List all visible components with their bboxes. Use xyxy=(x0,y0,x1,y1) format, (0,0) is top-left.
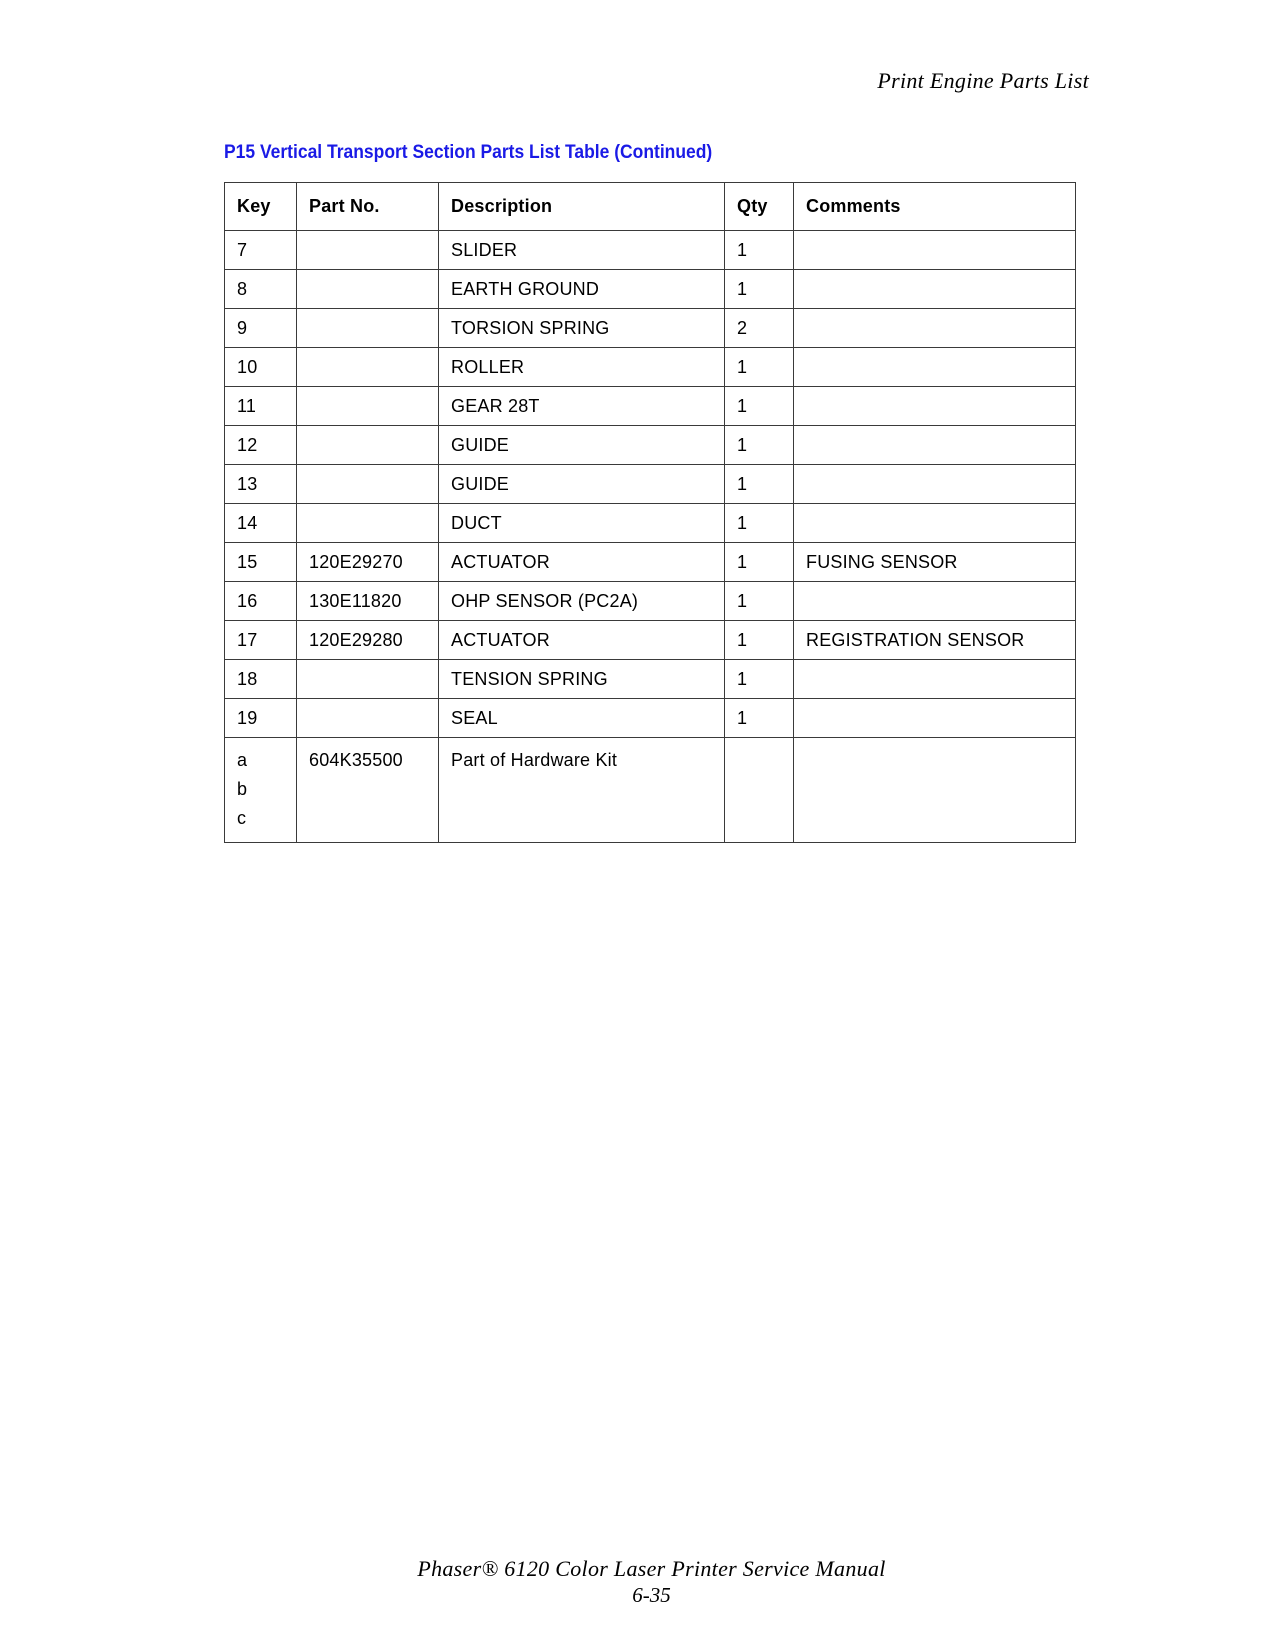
cell-part-no: 120E29270 xyxy=(297,543,439,582)
cell-description: ACTUATOR xyxy=(439,621,725,660)
page-number: 6-35 xyxy=(632,1583,671,1607)
cell-key: 19 xyxy=(225,699,297,738)
cell-qty xyxy=(725,738,794,843)
cell-description: EARTH GROUND xyxy=(439,270,725,309)
running-header: Print Engine Parts List xyxy=(877,68,1089,93)
column-header-key: Key xyxy=(225,183,297,231)
table-row xyxy=(225,387,1076,426)
cell-qty: 1 xyxy=(725,699,794,738)
table-row xyxy=(225,270,1076,309)
cell-key: 8 xyxy=(225,270,297,309)
cell-qty: 1 xyxy=(725,660,794,699)
column-header-description: Description xyxy=(439,183,725,231)
table-row xyxy=(225,621,1076,660)
cell-comments xyxy=(794,504,1076,543)
cell-description: GUIDE xyxy=(439,426,725,465)
cell-comments xyxy=(794,738,1076,843)
cell-description: GUIDE xyxy=(439,465,725,504)
table-row xyxy=(225,660,1076,699)
cell-description: SEAL xyxy=(439,699,725,738)
column-header-comments: Comments xyxy=(794,183,1076,231)
table-header-row xyxy=(225,183,1076,231)
cell-part-no xyxy=(297,309,439,348)
cell-description: DUCT xyxy=(439,504,725,543)
cell-key: b xyxy=(237,779,248,799)
cell-description: TENSION SPRING xyxy=(439,660,725,699)
cell-comments xyxy=(794,426,1076,465)
footer-manual-title: Phaser® 6120 Color Laser Printer Service Manual xyxy=(417,1556,886,1581)
table-row-hardware-kit xyxy=(225,738,1076,843)
cell-description: SLIDER xyxy=(439,231,725,270)
cell-comments xyxy=(794,270,1076,309)
cell-part-no xyxy=(297,426,439,465)
column-header-qty: Qty xyxy=(725,183,794,231)
cell-part-no xyxy=(297,231,439,270)
cell-key: 14 xyxy=(225,504,297,543)
cell-key-group xyxy=(225,738,297,843)
cell-comments xyxy=(794,660,1076,699)
cell-qty: 1 xyxy=(725,387,794,426)
cell-comments xyxy=(794,582,1076,621)
cell-comments xyxy=(794,309,1076,348)
cell-description: ACTUATOR xyxy=(439,543,725,582)
table-row xyxy=(225,504,1076,543)
cell-qty: 1 xyxy=(725,621,794,660)
cell-key: 10 xyxy=(225,348,297,387)
table-row xyxy=(225,582,1076,621)
cell-comments xyxy=(794,348,1076,387)
cell-comments: FUSING SENSOR xyxy=(794,543,1076,582)
cell-qty: 1 xyxy=(725,582,794,621)
cell-part-no: 130E11820 xyxy=(297,582,439,621)
cell-description: ROLLER xyxy=(439,348,725,387)
cell-part-no xyxy=(297,465,439,504)
cell-qty: 1 xyxy=(725,348,794,387)
cell-qty: 1 xyxy=(725,543,794,582)
column-header-part-no: Part No. xyxy=(297,183,439,231)
cell-comments xyxy=(794,699,1076,738)
cell-comments xyxy=(794,387,1076,426)
table-row xyxy=(225,543,1076,582)
cell-part-no xyxy=(297,660,439,699)
cell-qty: 1 xyxy=(725,426,794,465)
cell-comments xyxy=(794,465,1076,504)
cell-key: 12 xyxy=(225,426,297,465)
cell-key: 15 xyxy=(225,543,297,582)
cell-key: 17 xyxy=(225,621,297,660)
cell-description: Part of Hardware Kit xyxy=(439,738,725,843)
cell-comments: REGISTRATION SENSOR xyxy=(794,621,1076,660)
cell-key: 16 xyxy=(225,582,297,621)
table-row xyxy=(225,699,1076,738)
cell-qty: 1 xyxy=(725,465,794,504)
cell-part-no xyxy=(297,270,439,309)
table-row xyxy=(225,231,1076,270)
cell-key: a xyxy=(237,750,248,770)
table-row xyxy=(225,426,1076,465)
cell-description: OHP SENSOR (PC2A) xyxy=(439,582,725,621)
cell-key: 11 xyxy=(225,387,297,426)
cell-key: 13 xyxy=(225,465,297,504)
cell-qty: 1 xyxy=(725,231,794,270)
cell-description: GEAR 28T xyxy=(439,387,725,426)
cell-part-no: 604K35500 xyxy=(297,738,439,843)
cell-part-no xyxy=(297,387,439,426)
cell-key: c xyxy=(237,808,247,828)
cell-qty: 1 xyxy=(725,504,794,543)
cell-description: TORSION SPRING xyxy=(439,309,725,348)
table-row xyxy=(225,309,1076,348)
cell-key: 7 xyxy=(225,231,297,270)
table-title: P15 Vertical Transport Section Parts List Table (Continued) xyxy=(224,142,713,163)
cell-key: 9 xyxy=(225,309,297,348)
cell-part-no xyxy=(297,504,439,543)
table-row xyxy=(225,348,1076,387)
cell-part-no xyxy=(297,348,439,387)
cell-key: 18 xyxy=(225,660,297,699)
cell-qty: 2 xyxy=(725,309,794,348)
cell-comments xyxy=(794,231,1076,270)
cell-part-no: 120E29280 xyxy=(297,621,439,660)
table-row xyxy=(225,465,1076,504)
parts-list-table xyxy=(224,182,1076,843)
cell-qty: 1 xyxy=(725,270,794,309)
cell-part-no xyxy=(297,699,439,738)
